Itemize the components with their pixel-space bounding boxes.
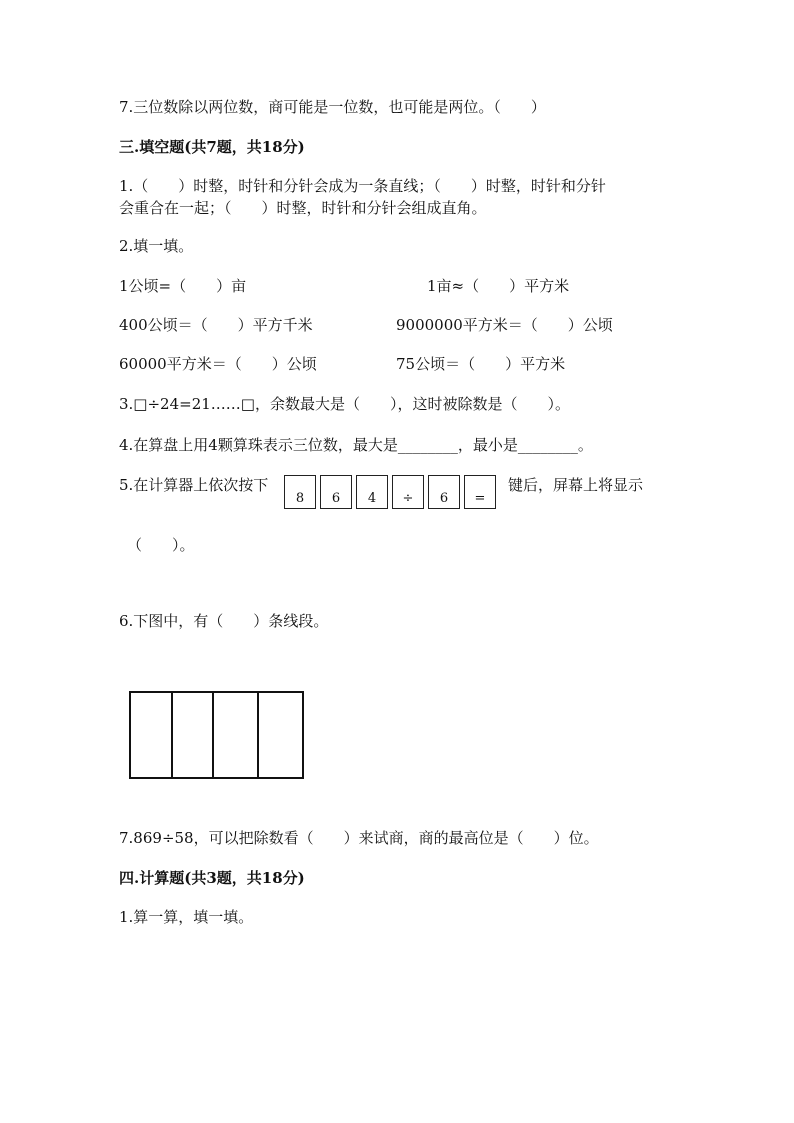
fill-question-5-answer: （ ）。 [127, 536, 195, 554]
q2-item-2: 1亩≈（ ）平方米 [427, 277, 570, 295]
rectangle-segments-figure [129, 691, 304, 779]
q2-item-6: 75公顷＝（ ）平方米 [396, 355, 566, 373]
fill-question-5-prefix: 5.在计算器上依次按下 [119, 476, 269, 494]
calculator-key: 8 [284, 475, 316, 509]
q2-item-1: 1公顷=（ ）亩 [119, 277, 247, 295]
q2-item-4: 9000000平方米＝（ ）公顷 [396, 316, 613, 334]
calc-question-1: 1.算一算，填一填。 [119, 908, 254, 926]
fill-question-1-line-2: 会重合在一起；（ ）时整，时针和分针会组成直角。 [119, 199, 487, 217]
fill-question-7: 7.869÷58，可以把除数看（ ）来试商，商的最高位是（ ）位。 [119, 829, 599, 847]
section-3-title: 三.填空题(共7题，共18分) [119, 138, 305, 156]
fill-question-1-line-1: 1.（ ）时整，时针和分针会成为一条直线；（ ）时整，时针和分针 [119, 177, 606, 195]
calculator-key: = [464, 475, 496, 509]
q2-item-3: 400公顷＝（ ）平方千米 [119, 316, 313, 334]
fill-question-4: 4.在算盘上用4颗算珠表示三位数，最大是________，最小是________。 [119, 436, 593, 454]
fill-question-3: 3.□÷24=21……□，余数最大是（ ），这时被除数是（ ）。 [119, 395, 570, 413]
calculator-key: ÷ [392, 475, 424, 509]
judge-question-7: 7.三位数除以两位数，商可能是一位数，也可能是两位。（ ） [119, 98, 546, 116]
q2-item-5: 60000平方米＝（ ）公顷 [119, 355, 317, 373]
section-4-title: 四.计算题(共3题，共18分) [119, 869, 305, 887]
calculator-key: 4 [356, 475, 388, 509]
fill-question-5-suffix: 键后，屏幕上将显示 [508, 476, 644, 494]
calculator-key: 6 [428, 475, 460, 509]
fill-question-6: 6.下图中，有（ ）条线段。 [119, 612, 329, 630]
calculator-key-sequence [284, 475, 500, 509]
fill-question-2-title: 2.填一填。 [119, 237, 194, 255]
calculator-key: 6 [320, 475, 352, 509]
